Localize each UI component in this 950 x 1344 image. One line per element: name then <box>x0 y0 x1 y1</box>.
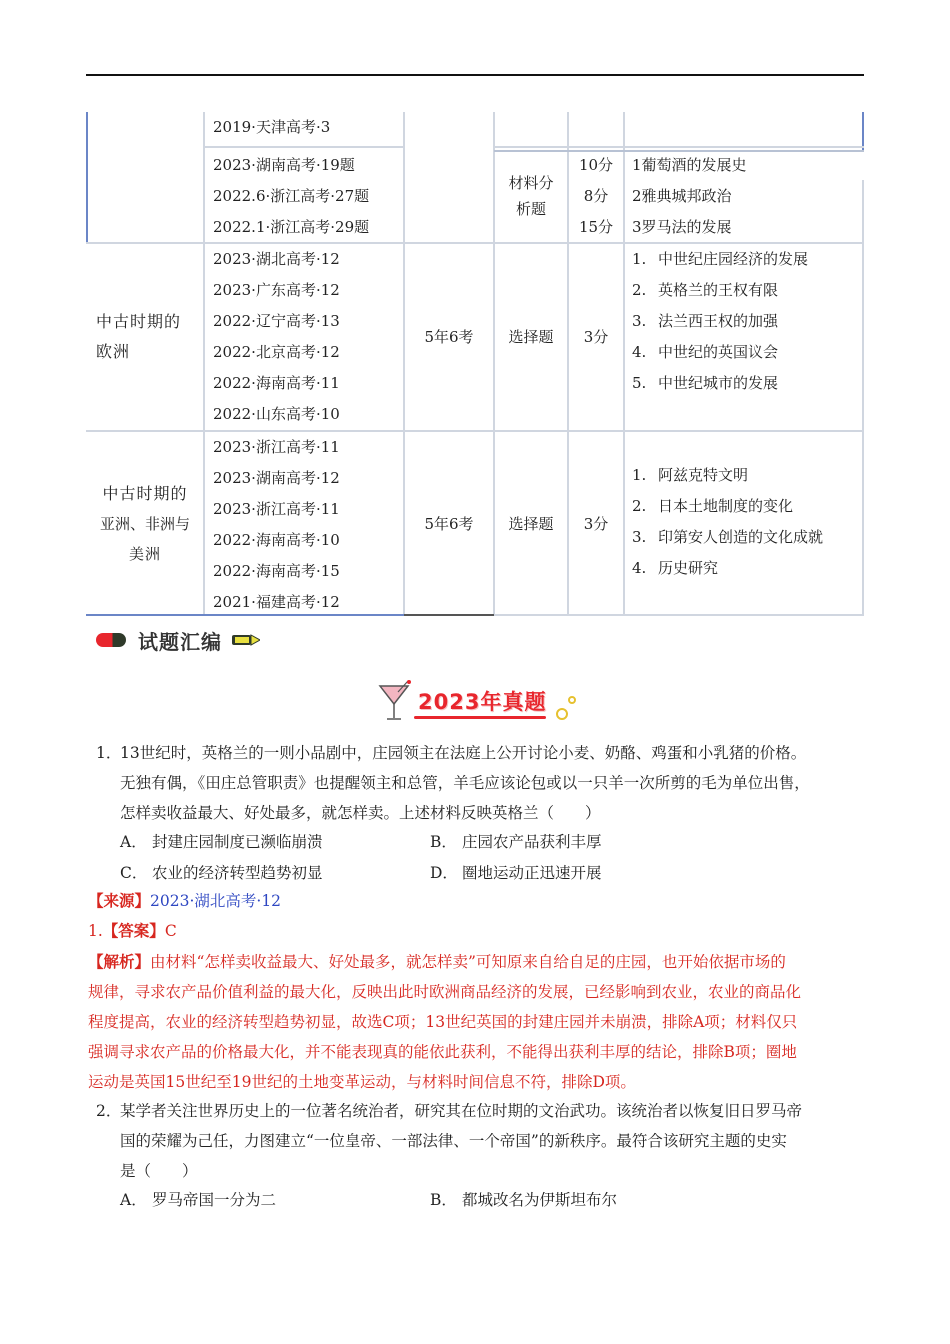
grid-line <box>86 430 864 432</box>
table-row-b-type: 选择题 <box>494 244 568 430</box>
list-item: 4. 历史研究 <box>632 559 719 577</box>
table-row-b-count: 5年6考 <box>404 244 494 430</box>
table-row-b-contents <box>624 244 864 430</box>
table-row-a-sources: 2023·湖南高考·19题 2022.6·浙江高考·27题 2022.1·浙江高考·29题 <box>204 150 404 242</box>
cocktail-icon <box>378 680 418 724</box>
table-row-c-category: 中古时期的 亚洲、非洲与 美洲 <box>86 432 204 616</box>
list-item: 3. 印第安人创造的文化成就 <box>632 528 824 546</box>
grid-line <box>494 150 864 152</box>
question-1-option-d[interactable]: D． 圈地运动正迅速开展 <box>430 864 602 882</box>
table-row-a-scores: 10分 8分 15分 <box>568 150 624 242</box>
table-row-c-count: 5年6考 <box>404 432 494 616</box>
question-1-analysis: 【解析】由材料“怎样卖收益最大、好处最多，就怎样卖”可知原来自给自足的庄园，也开始依据市场的 规律，寻求农产品价值利益的最大化，反映出此时欧洲商品经济的发展，已经影响到农业，农业的商品化 程度提高，农业的经济转型趋势初显，故选C项；13世纪英国的封建庄园并未崩溃，排除A项；材料仅只 强调寻求农产品的价格最大化，并不能表现真的能依此获利，不能得出获利丰厚的结论，排除B项；圈地 运动是英国15世纪至19世纪的土地变革运动，与材料时间信息不符，排除D项。 <box>88 952 802 1091</box>
table-row-a-contents: 1葡萄酒的发展史 2雅典城邦政治 3罗马法的发展 <box>624 150 864 242</box>
bubble-icon <box>554 694 578 722</box>
question-2-option-b[interactable]: B． 都城改名为伊斯坦布尔 <box>430 1191 618 1209</box>
grid-line <box>623 112 625 616</box>
year-banner-underline <box>414 716 546 719</box>
pencil-icon <box>232 634 260 646</box>
grid-line <box>404 614 494 616</box>
grid-line <box>203 112 205 616</box>
table-row-partial-source: 2019·天津高考·3 <box>204 112 404 146</box>
table-row-c-type: 选择题 <box>494 432 568 616</box>
question-1-option-c[interactable]: C． 农业的经济转型趋势初显 <box>120 864 323 882</box>
question-2-number: 2． <box>96 1102 122 1120</box>
table-row-c-score: 3分 <box>568 432 624 616</box>
grid-line <box>86 614 404 616</box>
grid-line <box>862 180 864 616</box>
table-row-c-sources: 2023·浙江高考·11 2023·湖南高考·12 2023·浙江高考·11 2022·海南高考·10 2022·海南高考·15 2021·福建高考·12 <box>204 432 404 616</box>
table-row-a-type: 材料分 析题 <box>494 150 568 242</box>
grid-line <box>493 112 495 616</box>
question-2-stem: 某学者关注世界历史上的一位著名统治者，研究其在位时期的文治武功。该统治者以恢复旧日罗马帝 国的荣耀为己任，力图建立“一位皇帝、一部法律、一个帝国”的新秩序。最符合该研究主题的史实 是（ ） <box>120 1102 803 1180</box>
table-row-b-score: 3分 <box>568 244 624 430</box>
list-item: 2. 英格兰的王权有限 <box>632 281 779 299</box>
question-1-option-b[interactable]: B． 庄园农产品获利丰厚 <box>430 833 602 851</box>
question-1-source: 【来源】2023·湖北高考·12 <box>88 891 282 910</box>
header-rule <box>86 74 864 76</box>
year-banner-title: 2023年真题 <box>418 690 547 714</box>
list-item: 1. 中世纪庄园经济的发展 <box>632 250 809 268</box>
year-banner <box>378 680 578 724</box>
pill-icon <box>96 633 126 647</box>
question-1-number: 1． <box>96 744 122 762</box>
section-title: 试题汇编 <box>138 629 222 654</box>
list-item: 4. 中世纪的英国议会 <box>632 343 779 361</box>
grid-line <box>494 146 864 148</box>
question-1-answer: 1.【答案】C <box>88 921 177 940</box>
list-item: 2. 日本土地制度的变化 <box>632 497 794 515</box>
grid-line <box>86 242 864 244</box>
question-2-option-a[interactable]: A． 罗马帝国一分为二 <box>120 1191 277 1209</box>
list-item: 1. 阿兹克特文明 <box>632 466 749 484</box>
grid-line <box>567 112 569 616</box>
question-1-stem: 13世纪时，英格兰的一则小品剧中，庄园领主在法庭上公开讨论小麦、奶酪、鸡蛋和小乳猪的价格。 无独有偶，《田庄总管职责》也提醒领主和总管，羊毛应该论包或以一只羊一次所剪的毛为单位出售， 怎样卖收益最大、好处最多，就怎样卖。上述材料反映英格兰（ ） <box>120 744 810 822</box>
list-item: 3. 法兰西王权的加强 <box>632 312 779 330</box>
section-header <box>96 626 260 654</box>
table-row-b-category: 中古时期的 欧洲 <box>86 244 204 430</box>
grid-line <box>403 112 405 616</box>
table-row-c-contents <box>624 432 864 616</box>
question-1-option-a[interactable]: A． 封建庄园制度已濒临崩溃 <box>120 833 323 851</box>
table-row-b-sources: 2023·湖北高考·12 2023·广东高考·12 2022·辽宁高考·13 2022·北京高考·12 2022·海南高考·11 2022·山东高考·10 <box>204 244 404 430</box>
grid-line <box>494 614 864 616</box>
list-item: 5. 中世纪城市的发展 <box>632 374 779 392</box>
grid-line <box>204 146 404 148</box>
